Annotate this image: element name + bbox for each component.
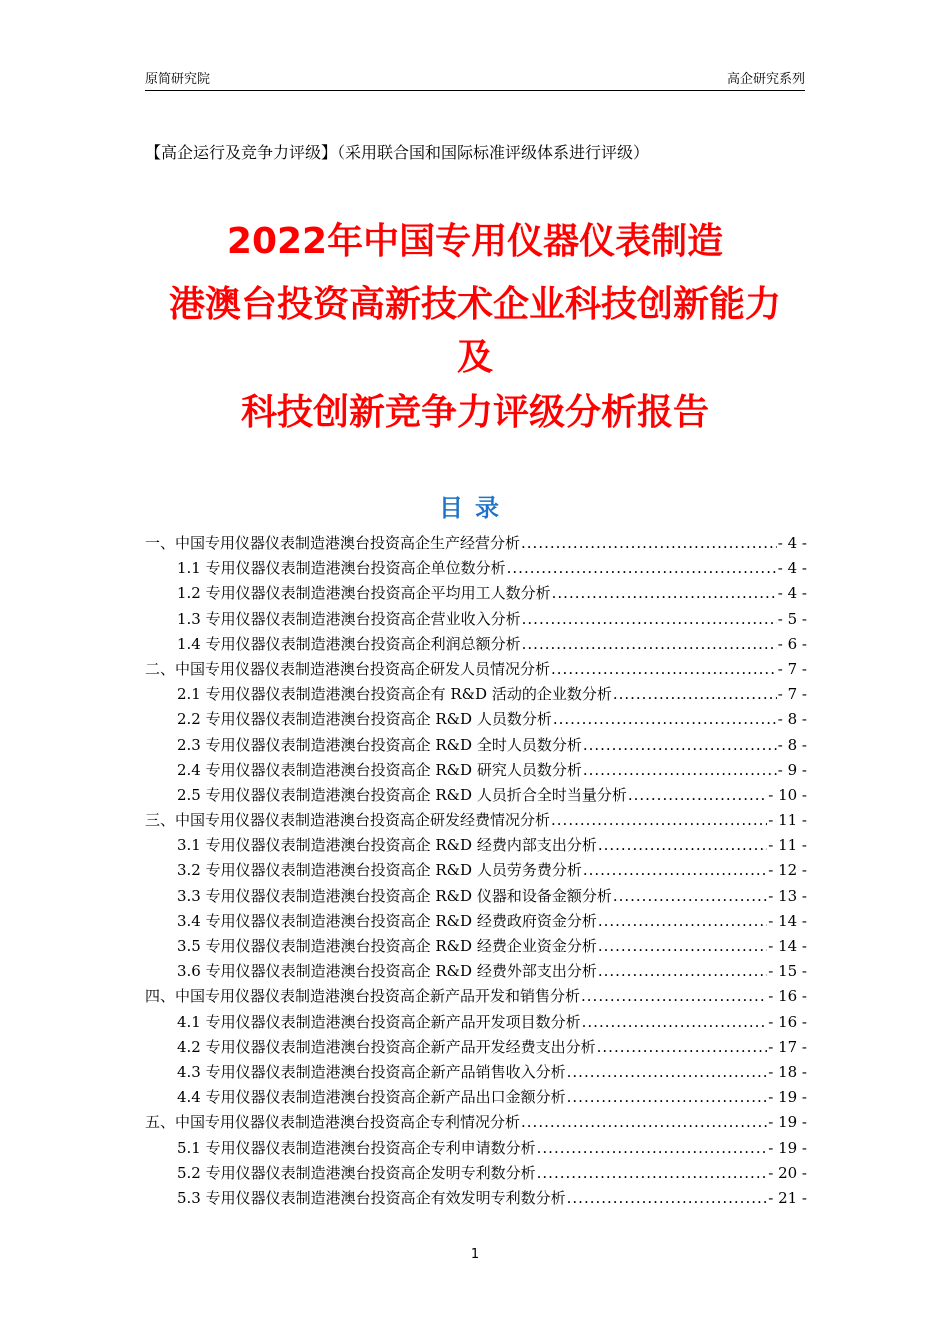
toc-entry[interactable] — [145, 1011, 807, 1036]
page-header — [145, 66, 805, 91]
toc-entry[interactable] — [145, 658, 807, 683]
toc-entry-title: 4.4 专用仪器仪表制造港澳台投资高企新产品出口金额分析 — [177, 1088, 566, 1107]
toc-entry[interactable] — [145, 834, 807, 859]
toc-entry-title: 1.2 专用仪器仪表制造港澳台投资高企平均用工人数分析 — [177, 584, 551, 603]
toc-entry-page: - 16 - — [768, 987, 807, 1006]
header-left-text: 原简研究院 — [145, 72, 211, 87]
toc-dot-leader — [598, 962, 767, 980]
toc-entry[interactable] — [145, 1086, 807, 1111]
toc-entry-title: 2.3 专用仪器仪表制造港澳台投资高企 R&D 全时人员数分析 — [177, 735, 582, 754]
toc-entry[interactable] — [145, 683, 807, 708]
toc-dot-leader — [537, 1139, 768, 1157]
toc-entry-page: - 9 - — [777, 760, 807, 779]
toc-entry-page: - 19 - — [768, 1138, 807, 1157]
toc-entry[interactable] — [145, 1111, 807, 1136]
toc-entry[interactable] — [145, 885, 807, 910]
toc-dot-leader — [507, 559, 777, 577]
toc-entry[interactable] — [145, 784, 807, 809]
toc-dot-leader — [597, 1038, 768, 1056]
toc-entry-title: 2.1 专用仪器仪表制造港澳台投资高企有 R&D 活动的企业数分析 — [177, 685, 612, 704]
page-number: 1 — [470, 1247, 480, 1262]
toc-entry-page: - 10 - — [768, 785, 807, 804]
toc-entry-title: 2.5 专用仪器仪表制造港澳台投资高企 R&D 人员折合全时当量分析 — [177, 785, 627, 804]
toc-entry[interactable] — [145, 708, 807, 733]
toc-entry[interactable] — [145, 532, 807, 557]
toc-entry-title: 五、中国专用仪器仪表制造港澳台投资高企专利情况分析 — [145, 1113, 521, 1132]
toc-entry-page: - 16 - — [768, 1012, 807, 1031]
toc-dot-leader — [521, 534, 777, 552]
toc-dot-leader — [581, 987, 767, 1005]
toc-entry[interactable] — [145, 1137, 807, 1162]
toc-entry-page: - 19 - — [768, 1088, 807, 1107]
toc-entry-page: - 5 - — [777, 609, 807, 628]
toc-entry-title: 3.4 专用仪器仪表制造港澳台投资高企 R&D 经费政府资金分析 — [177, 911, 597, 930]
toc-entry-title: 3.6 专用仪器仪表制造港澳台投资高企 R&D 经费外部支出分析 — [177, 962, 597, 981]
toc-entry-page: - 15 - — [768, 962, 807, 981]
toc-entry-title: 3.3 专用仪器仪表制造港澳台投资高企 R&D 仪器和设备金额分析 — [177, 886, 612, 905]
toc-entry-page: - 18 - — [768, 1062, 807, 1081]
toc-dot-leader — [583, 861, 767, 879]
toc-entry-page: - 8 - — [777, 710, 807, 729]
title-line-4: 科技创新竞争力评级分析报告 — [240, 392, 709, 433]
toc-entry-title: 3.2 专用仪器仪表制造港澳台投资高企 R&D 人员劳务费分析 — [177, 861, 582, 880]
toc-entry-page: - 6 - — [777, 634, 807, 653]
toc-dot-leader — [613, 887, 767, 905]
toc-entry-page: - 12 - — [768, 861, 807, 880]
toc-dot-leader — [552, 584, 777, 602]
toc-entry[interactable] — [145, 582, 807, 607]
toc-entry-title: 4.1 专用仪器仪表制造港澳台投资高企新产品开发项目数分析 — [177, 1012, 581, 1031]
toc-entry[interactable] — [145, 960, 807, 985]
toc-entry-page: - 14 - — [768, 937, 807, 955]
toc-entry[interactable] — [145, 608, 807, 633]
toc-entry[interactable] — [145, 1061, 807, 1086]
rating-line: 【高企运行及竞争力评级】（采用联合国和国际标准评级体系进行评级） — [145, 143, 650, 162]
toc-entry-page: - 4 - — [777, 559, 807, 578]
toc-entry-page: - 19 - — [768, 1113, 807, 1132]
toc-entry-page: - 7 - — [777, 685, 807, 704]
toc-dot-leader — [551, 811, 767, 829]
toc-dot-leader — [598, 937, 767, 955]
toc-entry[interactable] — [145, 557, 807, 582]
toc-entry-page: - 4 - — [777, 584, 807, 603]
toc-entry-title: 3.1 专用仪器仪表制造港澳台投资高企 R&D 经费内部支出分析 — [177, 836, 597, 855]
toc-dot-leader — [598, 912, 767, 930]
table-of-contents — [145, 532, 807, 1212]
toc-entry-title: 2.4 专用仪器仪表制造港澳台投资高企 R&D 研究人员数分析 — [177, 760, 582, 779]
toc-entry[interactable] — [145, 1187, 807, 1212]
toc-entry[interactable] — [145, 759, 807, 784]
toc-entry-title: 5.2 专用仪器仪表制造港澳台投资高企发明专利数分析 — [177, 1163, 536, 1182]
toc-dot-leader — [613, 685, 777, 703]
toc-entry[interactable] — [145, 633, 807, 658]
toc-entry-title: 4.2 专用仪器仪表制造港澳台投资高企新产品开发经费支出分析 — [177, 1037, 596, 1056]
toc-dot-leader — [522, 635, 777, 653]
toc-entry-title: 1.1 专用仪器仪表制造港澳台投资高企单位数分析 — [177, 559, 506, 578]
toc-dot-leader — [628, 786, 767, 804]
toc-dot-leader — [582, 1013, 768, 1031]
toc-entry-page: - 17 - — [768, 1037, 807, 1056]
toc-dot-leader — [521, 1113, 767, 1131]
toc-entry-title: 二、中国专用仪器仪表制造港澳台投资高企研发人员情况分析 — [145, 659, 551, 678]
toc-dot-leader — [583, 761, 777, 779]
toc-entry-title: 2.2 专用仪器仪表制造港澳台投资高企 R&D 人员数分析 — [177, 710, 552, 729]
toc-dot-leader — [537, 1164, 768, 1182]
toc-dot-leader — [553, 710, 777, 728]
toc-entry[interactable] — [145, 859, 807, 884]
toc-entry-title: 四、中国专用仪器仪表制造港澳台投资高企新产品开发和销售分析 — [145, 987, 581, 1006]
toc-entry-page: - 4 - — [777, 534, 807, 552]
toc-dot-leader — [583, 736, 777, 754]
toc-entry-page: - 21 - — [768, 1188, 807, 1207]
toc-entry-page: - 7 - — [777, 659, 807, 678]
toc-entry[interactable] — [145, 935, 807, 960]
toc-dot-leader — [567, 1088, 768, 1106]
toc-entry-title: 3.5 专用仪器仪表制造港澳台投资高企 R&D 经费企业资金分析 — [177, 937, 597, 955]
toc-entry-title: 4.3 专用仪器仪表制造港澳台投资高企新产品销售收入分析 — [177, 1062, 566, 1081]
toc-entry-title: 三、中国专用仪器仪表制造港澳台投资高企研发经费情况分析 — [145, 811, 551, 830]
toc-dot-leader — [522, 610, 777, 628]
toc-entry-page: - 11 - — [768, 836, 807, 855]
toc-entry-page: - 11 - — [768, 811, 807, 830]
title-line-3: 及 — [456, 337, 493, 378]
toc-dot-leader — [598, 836, 767, 854]
toc-entry-page: - 8 - — [777, 735, 807, 754]
toc-entry-page: - 13 - — [768, 886, 807, 905]
title-line-2: 港澳台投资高新技术企业科技创新能力 — [168, 284, 781, 325]
toc-entry[interactable] — [145, 1036, 807, 1061]
toc-dot-leader — [567, 1063, 768, 1081]
toc-entry-page: - 20 - — [768, 1163, 807, 1182]
toc-entry-page: - 14 - — [768, 911, 807, 930]
toc-entry-title: 一、中国专用仪器仪表制造港澳台投资高企生产经营分析 — [145, 534, 521, 552]
toc-entry-title: 1.4 专用仪器仪表制造港澳台投资高企利润总额分析 — [177, 634, 521, 653]
toc-dot-leader — [567, 1189, 768, 1207]
toc-entry[interactable] — [145, 734, 807, 759]
toc-entry[interactable] — [145, 985, 807, 1010]
toc-entry[interactable] — [145, 910, 807, 935]
toc-entry-title: 5.3 专用仪器仪表制造港澳台投资高企有效发明专利数分析 — [177, 1188, 566, 1207]
toc-dot-leader — [551, 660, 777, 678]
header-right-text: 高企研究系列 — [726, 72, 805, 87]
toc-entry[interactable] — [145, 1162, 807, 1187]
toc-entry[interactable] — [145, 809, 807, 834]
toc-entry-title: 1.3 专用仪器仪表制造港澳台投资高企营业收入分析 — [177, 609, 521, 628]
title-line-1: 2022年中国专用仪器仪表制造 — [226, 221, 724, 262]
toc-heading: 目录 — [439, 494, 511, 522]
toc-entry-title: 5.1 专用仪器仪表制造港澳台投资高企专利申请数分析 — [177, 1138, 536, 1157]
